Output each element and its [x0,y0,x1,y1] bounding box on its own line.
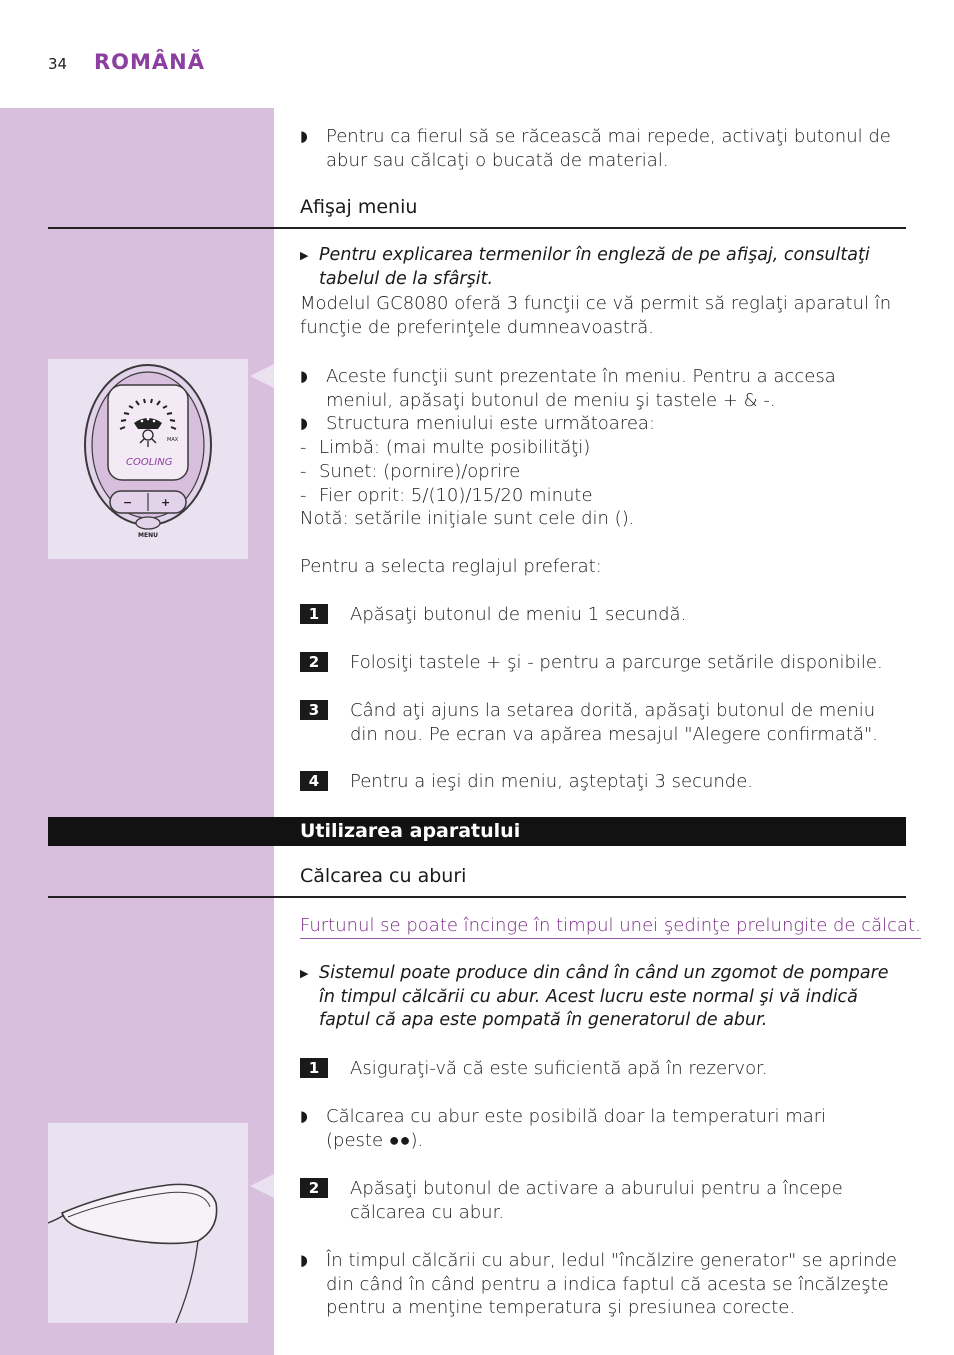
menu-tip: Pentru explicarea termenilor în engleză de pe afişaj, consultaţi tabelul de la sfârşit. [319,245,870,289]
device-illustration [48,359,248,559]
pointer-triangle [250,1174,274,1198]
pointer-triangle [250,364,274,388]
step-text: Folosiţi tastele + şi - pentru a parcurge setările disponibile. [350,652,883,673]
menu-heading: Afişaj meniu [300,196,418,218]
menu-control-illustration [48,359,248,559]
page-number: 34 [48,55,68,73]
steam-bullet-1: Călcarea cu abur este posibilă doar la temperaturi mari (peste ●●). [326,1106,827,1151]
heading-rule [48,896,906,898]
tip-arrow-icon: ▶ [300,967,309,980]
steam-heading: Călcarea cu aburi [300,865,467,887]
caution-wrap [300,914,921,938]
bullet-icon: ◗ [300,1107,308,1125]
menu-key-label: MENU [138,532,158,539]
step-text: Când aţi ajuns la setarea dorită, apăsaţi butonul de meniu din nou. Pe ecran va apărea mesajul "Alegere confirmată". [350,700,878,745]
caution-text: Furtunul se poate încinge în timpul unei şedinţe prelungite de călcat. [300,915,921,939]
menu-intro: Modelul GC8080 oferă 3 funcţii ce vă permit să reglaţi aparatul în funcţie de preferinţele dumneavoastră. [300,293,892,338]
default-note: Notă: setările iniţiale sunt cele din (). [300,508,635,529]
bullet-icon: ◗ [300,127,308,145]
dash-item-1: Limbă: (mai multe posibilităţi) [319,437,591,458]
menu-bullet-1: Aceste funcţii sunt prezentate în meniu. Pentru a accesa meniul, apăsaţi butonul de meniu şi tastele + & -. [326,366,836,411]
bullet-icon: ◗ [300,1251,308,1269]
dash-mark: - [300,485,307,506]
max-label: MAX [167,437,179,443]
step-number: 4 [300,771,328,791]
display-text: COOLING [126,457,173,468]
iron-handle-illustration [48,1123,248,1323]
step-text: Pentru a ieşi din meniu, aşteptaţi 3 secunde. [350,771,754,792]
step-number: 2 [300,1178,328,1198]
menu-bullet-2: Structura meniului este următoarea: [326,413,656,434]
step-text: Apăsaţi butonul de meniu 1 secundă. [350,604,687,625]
heading-rule [48,227,906,229]
bullet-icon: ◗ [300,414,308,432]
step-number: 1 [300,1058,328,1078]
iron-illustration [48,1123,248,1323]
dash-mark: - [300,461,307,482]
step-number: 1 [300,604,328,624]
step-text: Apăsaţi butonul de activare a aburului pentru a începe călcarea cu abur. [350,1178,843,1223]
minus-key: − [123,496,133,509]
steam-bullet-2: În timpul călcării cu abur, ledul "încălzire generator" se aprinde din când în când pentru a indica faptul că acesta se încălzeşte pentru a menţine temperatura şi presiunea corecte. [326,1250,897,1318]
dash-item-3: Fier oprit: 5/(10)/15/20 minute [319,485,593,506]
steam-tip: Sistemul poate produce din când în când un zgomot de pompare în timpul călcării cu abur. Acest lucru este normal şi vă indică faptul că apa este pompată în generatorul de abur. [319,963,889,1030]
step-number: 3 [300,700,328,720]
dash-item-2: Sunet: (pornire)/oprire [319,461,521,482]
bullet-icon: ◗ [300,367,308,385]
tip-arrow-icon: ▶ [300,249,309,262]
dash-mark: - [300,437,307,458]
step-number: 2 [300,652,328,672]
language-title: ROMÂNĂ [94,50,205,74]
plus-key: + [161,496,171,509]
intro-bullet-text: Pentru ca fierul să se răcească mai repede, activaţi butonul de abur sau călcaţi o bucată de material. [326,126,891,171]
step-text: Asiguraţi-vă că este suficientă apă în rezervor. [350,1058,768,1079]
select-intro: Pentru a selecta reglajul preferat: [300,556,602,577]
section-title: Utilizarea aparatului [300,820,521,842]
